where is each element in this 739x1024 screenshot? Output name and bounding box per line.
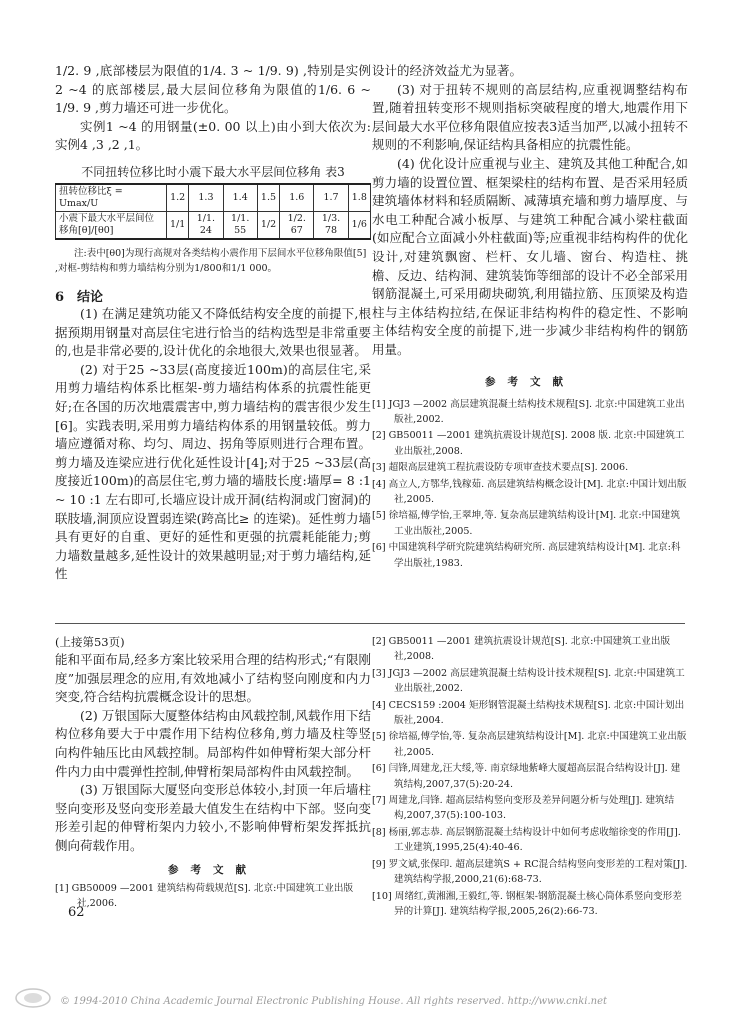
table-title: 不同扭转位移比时小震下最大水平层间位移角 表3 (81, 164, 345, 179)
bottom-left-column (55, 634, 371, 912)
body-paragraph: 1/2. 9 ,底部楼层为限值的1/4. 3 ~ 1/9. 9) ,特别是实例2 ~4 的底部楼层,最大层间位移角为限值的1/6. 6 ~ 1/9. 9 ,剪力墙还可进一步优化。 (55, 63, 371, 116)
table-note: 注:表中[θ0]为现行高规对各类结构小震作用下层间水平位移角限值[5] ,对框-剪结构和剪力墙结构分别为1/800和1/1 000。 (55, 247, 367, 274)
reference-item: [10] 周绪红,黄湘湘,王毅红,等. 钢框架-钢筋混凝土核心筒体系竖向变形差异的计算[J]. 建筑结构学报,2005,26(2):66-73. (372, 890, 682, 917)
reference-item: [3] 超限高层建筑工程抗震设防专项审查技术要点[S]. 2006. (372, 462, 629, 474)
table-row (56, 211, 371, 239)
cnki-logo-icon (14, 986, 52, 1010)
reference-item: [1] JGJ3 —2002 高层建筑混凝土结构技术规程[S]. 北京:中国建筑工业出版社,2002. (372, 398, 685, 425)
table-cell: 1.2 (167, 184, 189, 212)
drift-table (55, 183, 371, 240)
body-paragraph: (4) 优化设计应重视与业主、建筑及其他工种配合,如剪力墙的设置位置、框架梁柱的结构布置、是否采用轻质建筑墙体材料和轻质隔断、减薄填充墙和剪力墙厚度、与水电工种配合减小板厚、与建筑工种配合减小梁柱截面(如应配合立面减小外柱截面)等;应重视非结构构件的优化设计,对建筑飘窗、栏杆、女儿墙、窗台、构造柱、挑檐、反边、结构洞、建筑装饰等细部的设计不必全部采用钢筋混凝土,可采用砌块砌筑,利用锚拉筋、压顶梁及构造柱与主体结构拉结,在保证非结构构件的稳定性、不影响主体结构安全度的前提下,进一步减少非结构构件的钢筋用量。 (372, 155, 688, 357)
body-paragraph: (3) 万银国际大厦竖向变形总体较小,封顶一年后墙柱竖向变形及竖向变形差最大值发生在结构中下部。竖向变形差引起的伸臂桁架内力较小,不影响伸臂桁架发挥抵抗侧向荷载作用。 (55, 782, 371, 853)
reference-item: [8] 杨丽,郭志恭. 高层钢筋混凝土结构设计中如何考虑收缩徐变的作用[J]. 工业建筑,1995,25(4):40-46. (372, 826, 681, 854)
table-cell: 1.3 (189, 184, 223, 212)
top-right-column (372, 62, 688, 572)
reference-item: [5] 徐培福,傅学怡,等. 复杂高层建筑结构设计[M]. 北京:中国建筑工业出版社,2005. (372, 731, 687, 758)
table-cell: 1/2. 67 (280, 211, 314, 239)
page-number: 62 (68, 905, 85, 920)
table-cell: 1.6 (280, 184, 314, 212)
conclusion-paragraph: (2) 对于25 ~33层(高度接近100m)的高层住宅,采用剪力墙结构体系比框架-剪力墙结构体系的抗震性能更好;在各国的历次地震震害中,剪力墙结构的震害很少发生[6]。实践表明,采用剪力墙结构体系的用钢量较低。剪力墙应遵循对称、均匀、周边、拐角等原则进行合理布置。剪力墙及连梁应进行优化延性设计[4];对于25 ~33层(高度接近100m)的高层住宅,剪力墙的墙肢长度:墙厚= 8 :1 ~ 10 :1 左右即可,长墙应设计成开洞(结构洞或门窗洞)的联肢墙,洞顶应设置弱连梁(跨高比≥ 的连梁)。延性剪力墙具有更好的自重、更好的延性和更强的抗震耗能能力;剪力墙数量越多,延性设计的效果越明显;对于剪力墙结构,延性 (55, 361, 371, 582)
conclusion-paragraph: (1) 在满足建筑功能又不降低结构安全度的前提下,根据预期用钢量对高层住宅进行恰当的结构选型是非常重要的,也是非常必要的,设计优化的余地很大,效果也很显著。 (55, 305, 371, 359)
reference-item: [5] 徐培福,傅学怡,王翠坤,等. 复杂高层建筑结构设计[M]. 北京:中国建筑工业出版社,2005. (372, 510, 680, 537)
reference-item: [4] CECS159 :2004 矩形钢管混凝土结构技术规程[S]. 北京:中国计划出版社,2004. (372, 699, 685, 727)
reference-item: [2] GB50011 —2001 建筑抗震设计规范[S]. 2008 版. 北京:中国建筑工业出版社,2008. (372, 430, 685, 457)
article-divider (55, 623, 685, 624)
table-cell: 1/6 (348, 211, 370, 239)
copyright-footer: © 1994-2010 China Academic Journal Electronic Publishing House. All rights reserved. http://www.cnki.net (60, 996, 608, 1007)
body-paragraph: 设计的经济效益尤为显著。 (372, 63, 523, 78)
continued-note: (上接第53页) (55, 635, 125, 649)
bottom-right-column (372, 634, 688, 920)
table-cell: 1/1 (167, 211, 189, 239)
table-cell: 1/1. 24 (189, 211, 223, 239)
table-row (56, 184, 371, 212)
references-title: 参考文献 (485, 375, 575, 388)
table-cell: 1.8 (348, 184, 370, 212)
table-cell: 1/3. 78 (314, 211, 348, 239)
reference-item: [3] JGJ3 —2002 高层建筑混凝土结构设计技术规程[S]. 北京:中国建筑工业出版社,2002. (372, 667, 685, 695)
table-cell: 1.4 (223, 184, 257, 212)
reference-item: [7] 周建龙,闫锋. 超高层结构竖向变形及差异问题分析与处理[J]. 建筑结构,2007,37(5):100-103. (372, 795, 675, 822)
reference-item: [6] 中国建筑科学研究院建筑结构研究所. 高层建筑结构设计[M]. 北京:科学出版社,1983. (372, 542, 681, 569)
reference-item: [9] 罗文斌,张保印. 超高层建筑S + RC混合结构竖向变形差的工程对策[J]. 建筑结构学报,2000,21(6):68-73. (372, 858, 688, 886)
references-title: 参考文献 (168, 863, 258, 876)
body-paragraph: 实例1 ~4 的用钢量(±0. 00 以上)由小到大依次为:实例4 ,3 ,2 ,1。 (55, 118, 371, 153)
table-cell: 1/2 (257, 211, 279, 239)
body-paragraph: (2) 万银国际大厦整体结构由风载控制,风载作用下结构位移角要大于中震作用下结构位移角,剪力墙及柱等竖向构件轴压比由风载控制。局部构件如伸臂桁架大部分杆件内力由中震弹性控制,伸臂桁架局部构件由风载控制。 (55, 707, 371, 779)
table-row-label: 小震下最大水平层间位移角[θ]/[θ0] (56, 211, 167, 239)
reference-item: [2] GB50011 —2001 建筑抗震设计规范[S]. 北京:中国建筑工业出版社,2008. (372, 636, 671, 663)
reference-item: [6] 闫锋,周建龙,汪大绥,等. 南京绿地紫峰大厦超高层混合结构设计[J]. 建筑结构,2007,37(5):20-24. (372, 763, 681, 790)
section-heading: 6 结论 (55, 289, 104, 305)
body-paragraph: (3) 对于扭转不规则的高层结构,应重视调整结构布置,随着扭转变形不规则指标突破程度的增大,地震作用下层间最大水平位移角限值应按表3适当加严,以减小扭转不规则的不利影响,保证结构具备相应的抗震性能。 (372, 81, 688, 153)
table-cell: 1.5 (257, 184, 279, 212)
top-left-column (55, 62, 371, 584)
table-cell: 1/1. 55 (223, 211, 257, 239)
table-cell: 1.7 (314, 184, 348, 212)
body-paragraph: 能和平面布局,经多方案比较采用合理的结构形式;“有限刚度”加强层理念的应用,有效地减小了结构竖向刚度和内力突变,符合结构抗震概念设计的思想。 (55, 652, 371, 705)
table-row-label: 扭转位移比ξ = Umax/U (56, 184, 167, 212)
reference-item: [1] GB50009 —2001 建筑结构荷载规范[S]. 北京:中国建筑工业出版社,2006. (55, 882, 354, 909)
reference-item: [4] 高立人,方鄂华,钱稼茹. 高层建筑结构概念设计[M]. 北京:中国计划出版社,2005. (372, 478, 687, 505)
